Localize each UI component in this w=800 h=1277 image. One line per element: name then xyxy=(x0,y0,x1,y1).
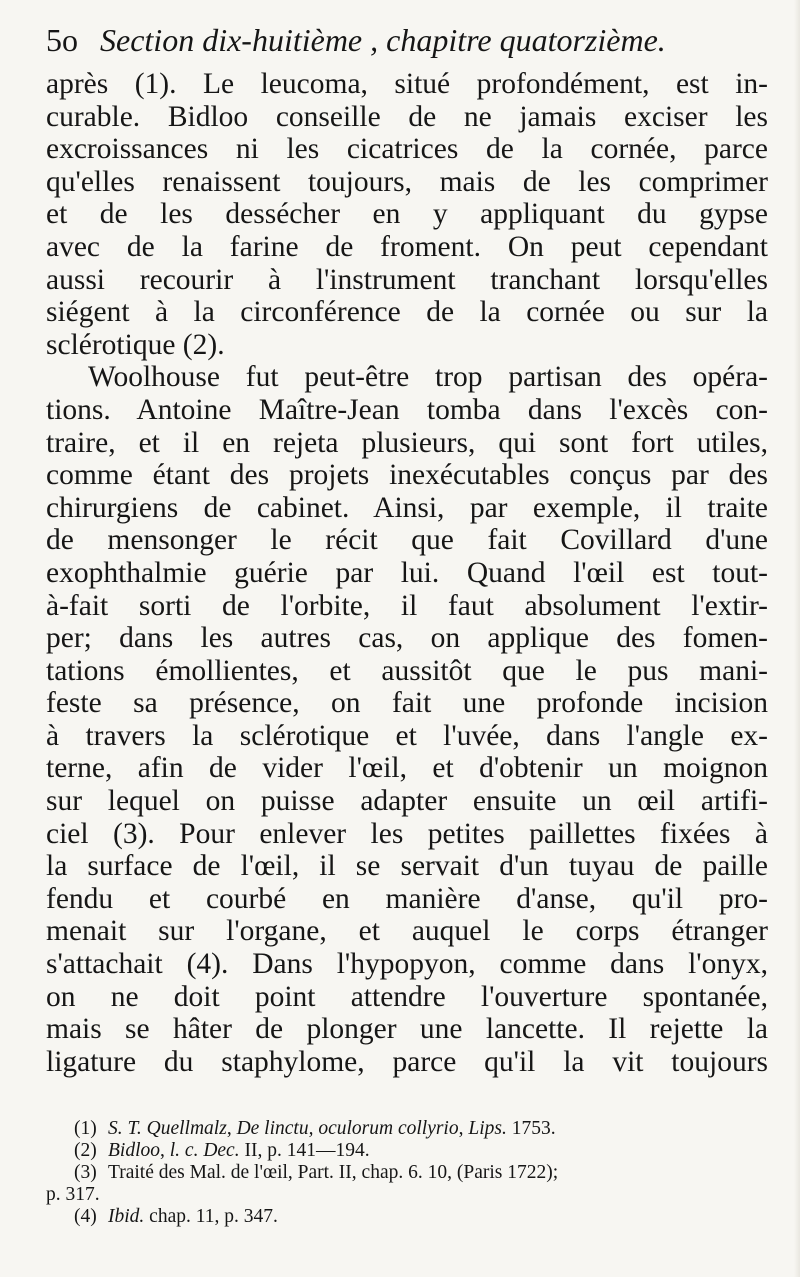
footnote-4 xyxy=(46,1206,768,1228)
text-line: excroissances ni les cicatrices de la cornée, parce xyxy=(46,133,768,166)
text-line: tations émollientes, et aussitôt que le pus mani- xyxy=(46,654,768,687)
text-line: exophthalmie guérie par lui. Quand l'œil est tout- xyxy=(46,556,768,589)
text-line: ligature du staphylome, parce qu'il la vit toujours xyxy=(46,1045,768,1078)
text-line: comme étant des projets inexécutables conçus par des xyxy=(46,459,768,492)
text-line: sclérotique (2). xyxy=(46,328,225,361)
text-line: per; dans les autres cas, on applique des fomen- xyxy=(46,622,768,655)
text-line: Woolhouse fut peut-être trop partisan des opéra- xyxy=(88,361,768,394)
footnote-1 xyxy=(46,1118,768,1140)
footnote-2 xyxy=(46,1140,768,1162)
text-line: mais se hâter de plonger une lancette. Il rejette la xyxy=(46,1013,768,1046)
text-line: chirurgiens de cabinet. Ainsi, par exemple, il traite xyxy=(46,491,768,524)
text-line: qu'elles renaissent toujours, mais de les comprimer xyxy=(46,165,768,198)
footnote-separator: , xyxy=(458,1118,469,1139)
footnote-author: S. T. Quellmalz xyxy=(108,1118,227,1139)
text-line: terne, afin de vider l'œil, et d'obtenir un moignon xyxy=(46,752,768,785)
text-line: menait sur l'organe, et auquel le corps étranger xyxy=(46,915,768,948)
footnote-3 xyxy=(46,1162,768,1184)
text-line: sur lequel on puisse adapter ensuite un œil artifi- xyxy=(46,785,768,818)
footnote-number: (3) xyxy=(74,1162,97,1183)
text-line: aussi recourir à l'instrument tranchant lorsqu'elles xyxy=(46,263,768,296)
footnotes xyxy=(46,1118,768,1228)
footnote-ibid: Ibid. xyxy=(108,1206,145,1227)
footnote-text: Traité des Mal. de l'œil, Part. II, chap. 6. 10, (Paris 1722); xyxy=(108,1162,559,1183)
page-number: 5o xyxy=(46,22,78,58)
text-line: la surface de l'œil, il se servait d'un tuyau de paille xyxy=(46,850,768,883)
footnote-separator: , xyxy=(226,1118,237,1139)
section-chapter-title: Section dix-huitième , chapitre quatorzième. xyxy=(100,22,666,58)
text-line: fendu et courbé en manière d'anse, qu'il pro- xyxy=(46,882,768,915)
text-line: à travers la sclérotique et l'uvée, dans l'angle ex- xyxy=(46,719,768,752)
text-line: et de les dessécher en y appliquant du gypse xyxy=(46,198,768,231)
text-line: avec de la farine de froment. On peut cependant xyxy=(46,230,768,263)
text-line: traire, et il en rejeta plusieurs, qui sont fort utiles, xyxy=(46,426,768,459)
text-line: à-fait sorti de l'orbite, il faut absolument l'extir- xyxy=(46,589,768,622)
text-line: s'attachait (4). Dans l'hypopyon, comme dans l'onyx, xyxy=(46,948,768,981)
footnote-place: Lips. xyxy=(468,1118,507,1139)
text-line: feste sa présence, on fait une profonde incision xyxy=(46,687,768,720)
text-line: ciel (3). Pour enlever les petites paillettes fixées à xyxy=(46,817,768,850)
footnote-text: chap. 11, p. 347. xyxy=(144,1206,278,1227)
footnote-text: II, p. 141—194. xyxy=(239,1140,370,1161)
text-line: tions. Antoine Maître-Jean tomba dans l'excès con- xyxy=(46,393,768,426)
text-line: de mensonger le récit que fait Covillard d'une xyxy=(46,524,768,557)
footnote-author: Bidloo xyxy=(108,1140,160,1161)
footnote-separator: , xyxy=(160,1140,170,1161)
page-edge-shadow xyxy=(794,0,800,1277)
footnote-work: De linctu, oculorum collyrio xyxy=(236,1118,459,1139)
footnote-reference: l. c. Dec. xyxy=(169,1140,240,1161)
running-head xyxy=(46,18,766,62)
text-line: curable. Bidloo conseille de ne jamais exciser les xyxy=(46,100,768,133)
text-line: on ne doit point attendre l'ouverture spontanée, xyxy=(46,980,768,1013)
footnote-text: 1753. xyxy=(506,1118,556,1139)
body-text xyxy=(46,68,768,1078)
footnote-3-continued xyxy=(46,1184,768,1206)
footnote-number: (1) xyxy=(74,1118,97,1139)
footnote-number: (2) xyxy=(74,1140,97,1161)
footnote-number: (4) xyxy=(74,1206,97,1227)
footnote-text: p. 317. xyxy=(46,1184,100,1205)
text-line: après (1). Le leucoma, situé profondément, est in- xyxy=(46,68,768,100)
text-line: siégent à la circonférence de la cornée ou sur la xyxy=(46,296,768,329)
